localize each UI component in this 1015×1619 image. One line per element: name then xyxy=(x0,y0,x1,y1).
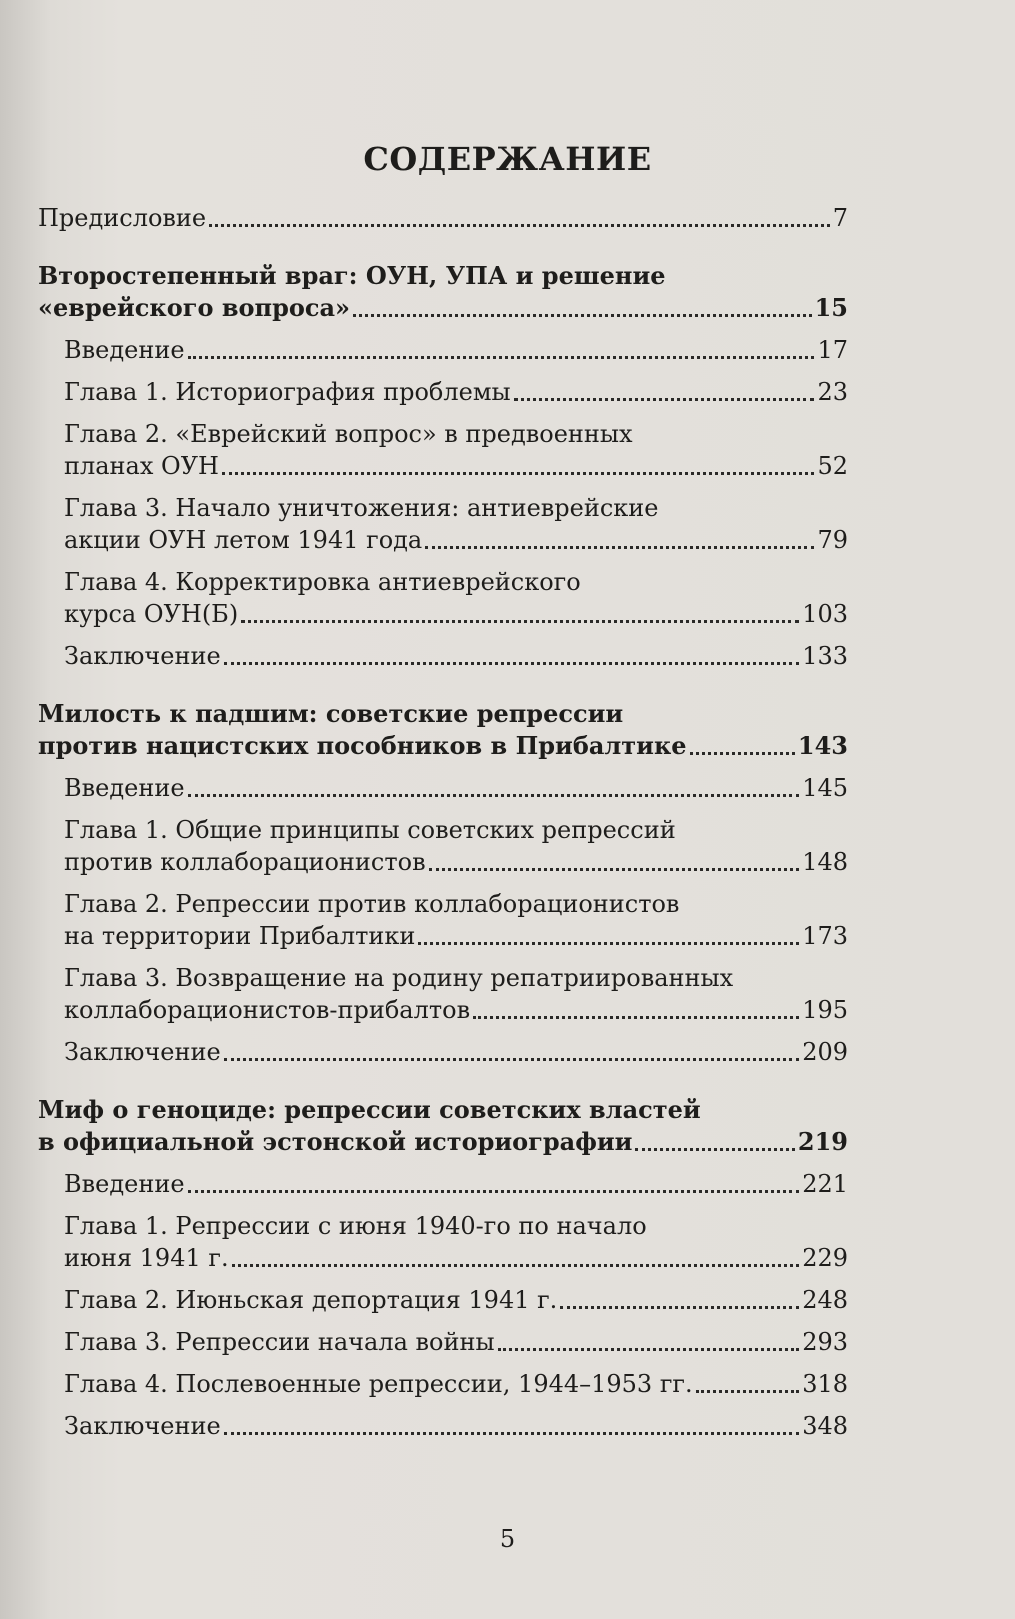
toc-entry: Глава 1. Историография проблемы 23 xyxy=(64,378,848,406)
dot-leader xyxy=(224,1057,800,1061)
toc-entry: Заключение 133 xyxy=(64,642,848,670)
dot-leader xyxy=(425,545,814,549)
dot-leader xyxy=(696,1389,800,1393)
toc-entry: Глава 4. Послевоенные репрессии, 1944–1953 гг. 318 xyxy=(64,1370,848,1398)
toc-entry: коллаборационистов-прибалтов 195 xyxy=(64,996,848,1024)
toc-entry-line1: Глава 1. Общие принципы советских репрессий xyxy=(64,816,676,844)
dot-leader xyxy=(209,223,830,227)
toc-entry-line1: Глава 2. «Еврейский вопрос» в предвоенных xyxy=(64,420,633,448)
section-heading-line2: против нацистских пособников в Прибалтике xyxy=(38,731,687,760)
dot-leader xyxy=(188,355,815,359)
dot-leader xyxy=(353,313,812,317)
toc-section-3 xyxy=(38,1094,848,1158)
toc-entry-line1: Глава 4. Корректировка антиеврейского xyxy=(64,568,581,596)
section-heading-line1: Второстепенный враг: ОУН, УПА и решение xyxy=(38,261,666,290)
dot-leader xyxy=(514,397,815,401)
toc-entry: Заключение 209 xyxy=(64,1038,848,1066)
toc-entry: Заключение 348 xyxy=(64,1412,848,1440)
entry-page: 7 xyxy=(832,204,848,232)
toc-entry: курса ОУН(Б) 103 xyxy=(64,600,848,628)
toc-entry: Глава 2. Июньская депортация 1941 г. 248 xyxy=(64,1286,848,1314)
dot-leader xyxy=(690,751,795,755)
toc-entry: Введение 221 xyxy=(64,1170,848,1198)
table-of-contents xyxy=(38,202,848,1442)
page-title: СОДЕРЖАНИЕ xyxy=(363,140,652,178)
dot-leader xyxy=(188,1189,800,1193)
dot-leader xyxy=(224,661,800,665)
toc-entry: Введение 17 xyxy=(64,336,848,364)
section-heading-line2: в официальной эстонской историографии xyxy=(38,1127,633,1156)
dot-leader xyxy=(498,1347,800,1351)
toc-entry: на территории Прибалтики 173 xyxy=(64,922,848,950)
toc-section-2 xyxy=(38,698,848,762)
dot-leader xyxy=(241,619,799,623)
dot-leader xyxy=(473,1015,799,1019)
section-page: 143 xyxy=(797,731,848,760)
toc-entry: против коллаборационистов 148 xyxy=(64,848,848,876)
toc-entry-line1: Глава 3. Начало уничтожения: антиеврейские xyxy=(64,494,659,522)
toc-entry-line1: Глава 3. Возвращение на родину репатриированных xyxy=(64,964,734,992)
toc-entry-preface xyxy=(38,202,848,234)
dot-leader xyxy=(188,793,800,797)
section-heading-line2: «еврейского вопроса» xyxy=(38,293,351,322)
section-heading-line1: Миф о геноциде: репрессии советских властей xyxy=(38,1095,701,1124)
dot-leader xyxy=(635,1147,794,1151)
toc-entry: акции ОУН летом 1941 года 79 xyxy=(64,526,848,554)
toc-entry: Глава 3. Репрессии начала войны 293 xyxy=(64,1328,848,1356)
dot-leader xyxy=(429,867,800,871)
toc-entry: июня 1941 г. 229 xyxy=(64,1244,848,1272)
toc-entry-line1: Глава 2. Репрессии против коллаборационистов xyxy=(64,890,680,918)
toc-entry: Введение 145 xyxy=(64,774,848,802)
page-number: 5 xyxy=(499,1525,516,1553)
section-page: 219 xyxy=(797,1127,848,1156)
dot-leader xyxy=(560,1305,799,1309)
entry-title: Предисловие xyxy=(38,204,207,232)
section-heading-line1: Милость к падшим: советские репрессии xyxy=(38,699,624,728)
toc-section-1 xyxy=(38,260,848,324)
dot-leader xyxy=(232,1263,800,1267)
dot-leader xyxy=(222,471,814,475)
dot-leader xyxy=(418,941,799,945)
dot-leader xyxy=(224,1431,800,1435)
toc-entry: планах ОУН 52 xyxy=(64,452,848,480)
section-page: 15 xyxy=(814,293,848,322)
toc-entry-line1: Глава 1. Репрессии с июня 1940-го по начало xyxy=(64,1212,647,1240)
